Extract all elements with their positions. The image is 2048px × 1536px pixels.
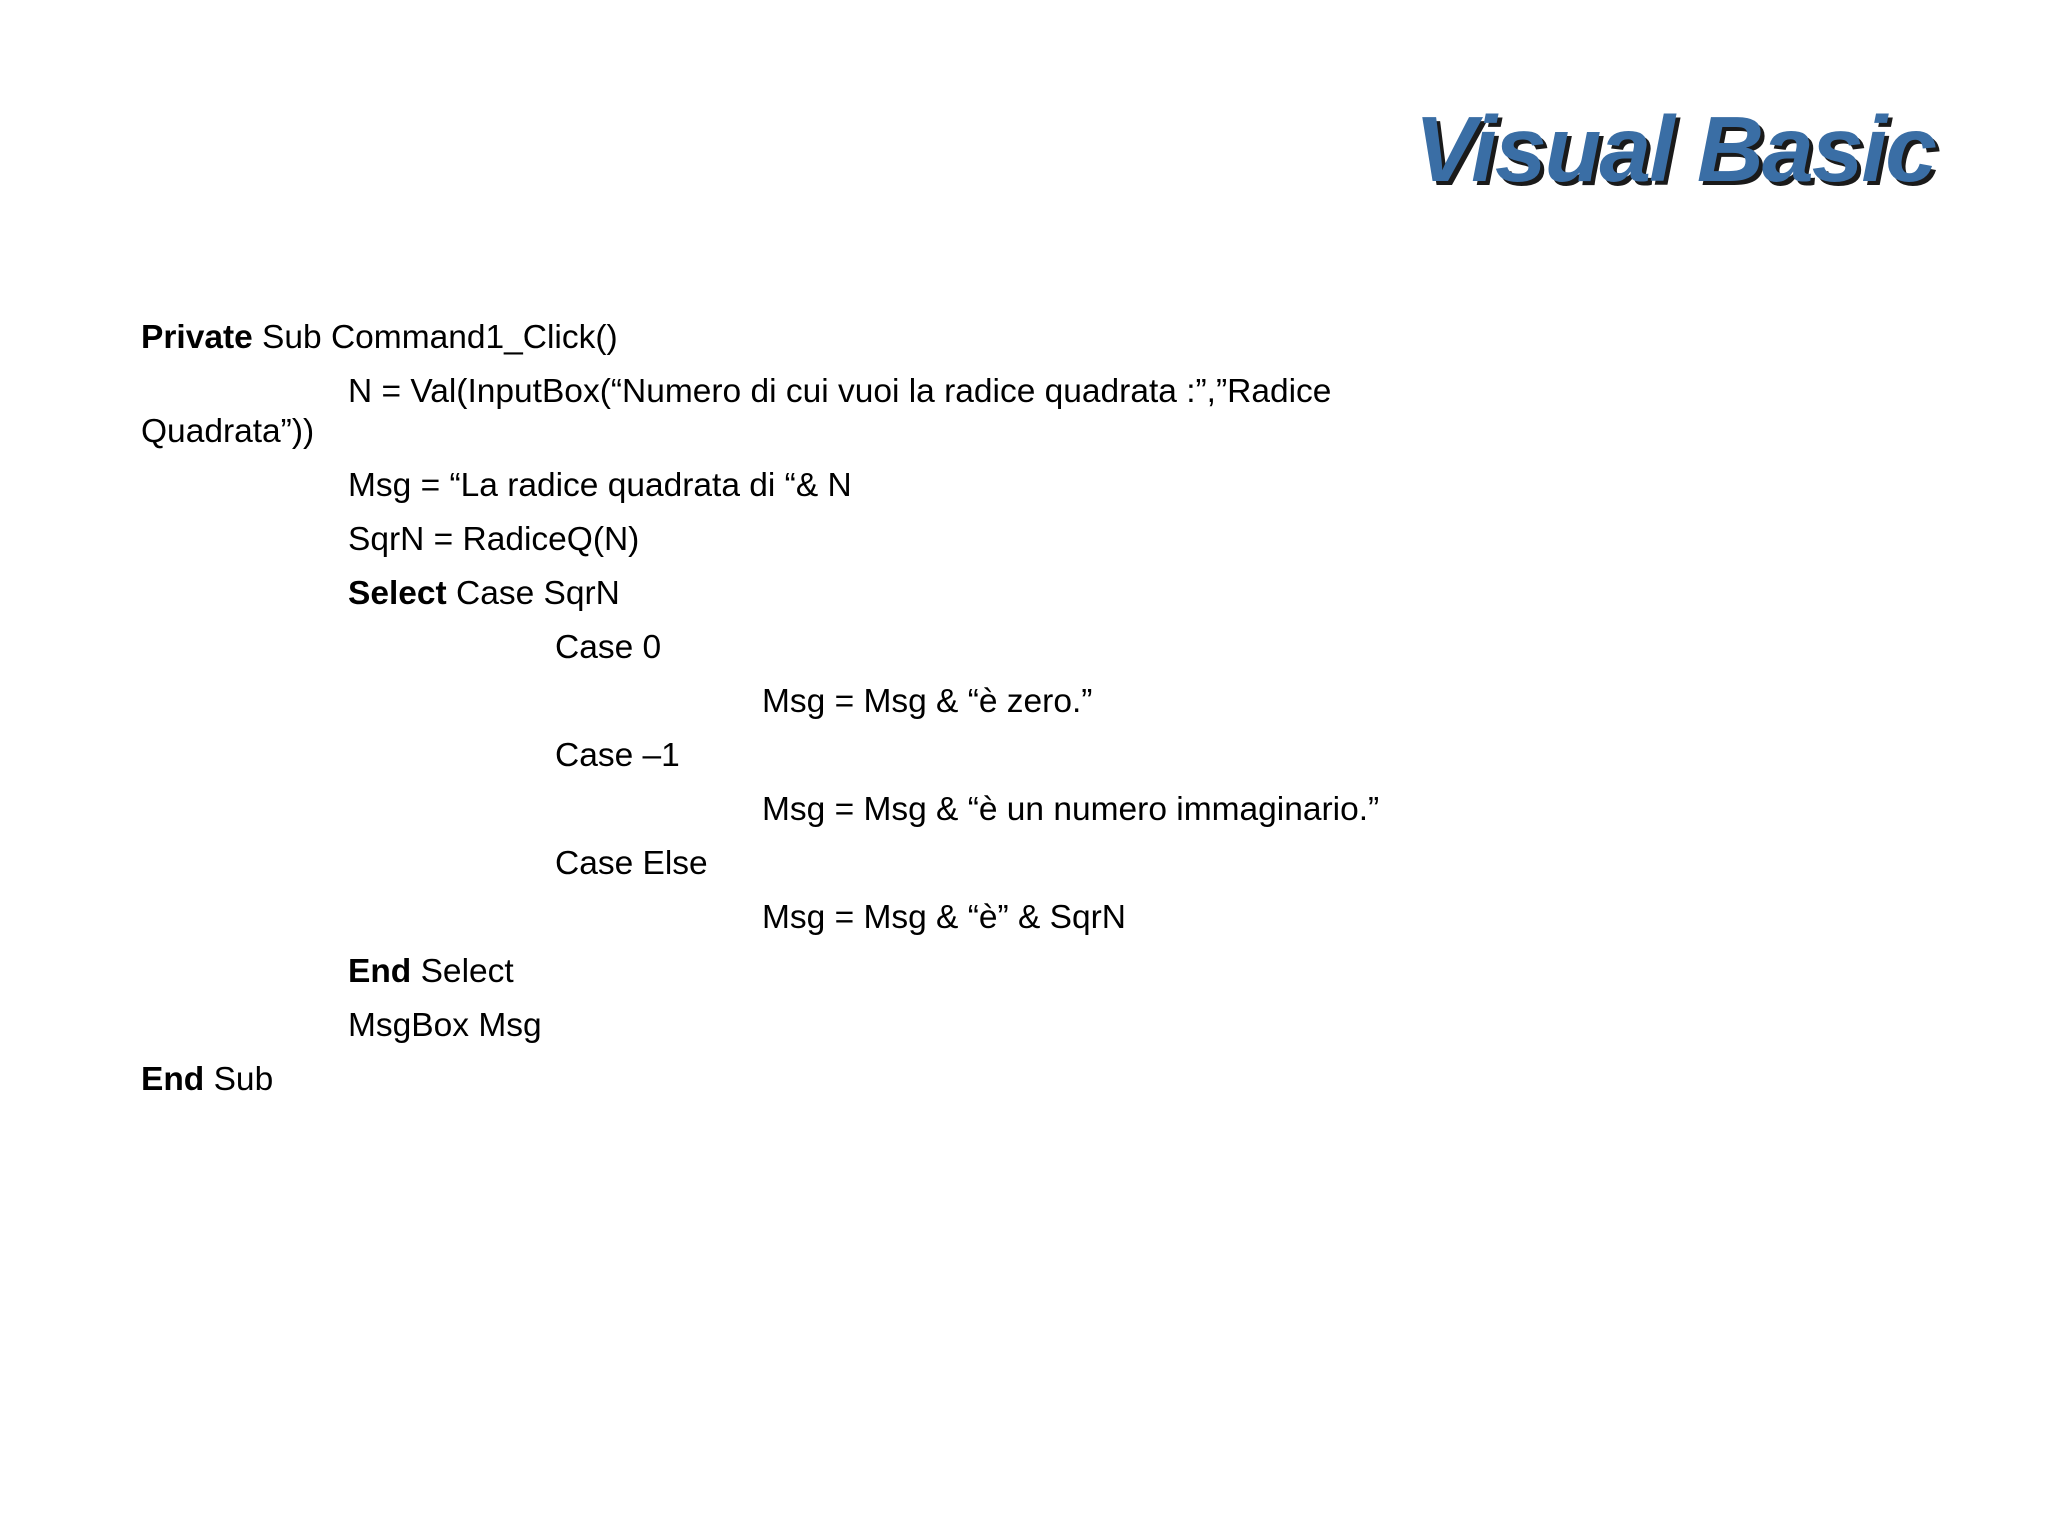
code-line-case-neg1: Case –1 (555, 737, 680, 774)
code-line-sub-start (141, 318, 1591, 358)
code-text: Sub (204, 1061, 274, 1098)
slide-title: Visual Basic (1414, 97, 1935, 201)
code-line-end-select (141, 952, 1591, 992)
code-text-continued: Quadrata”)) (141, 413, 315, 450)
code-line-msg-else: Msg = Msg & “è” & SqrN (762, 899, 1126, 936)
code-line-inputbox (141, 372, 1591, 452)
code-text: N = Val(InputBox(“Numero di cui vuoi la radice quadrata :”,”Radice (348, 373, 1332, 410)
code-text: Select (411, 953, 514, 990)
code-line-msg-imaginary: Msg = Msg & “è un numero immaginario.” (762, 791, 1380, 828)
keyword: Select (348, 575, 447, 612)
code-line-msg-zero: Msg = Msg & “è zero.” (762, 683, 1093, 720)
code-line-case-0: Case 0 (555, 629, 662, 666)
code-line-msgbox: MsgBox Msg (348, 1007, 542, 1044)
code-text: Sub Command1_Click() (252, 319, 618, 356)
code-line-end-sub (141, 1060, 1591, 1100)
code-block (141, 318, 1591, 1114)
keyword: Private (141, 319, 253, 356)
keyword: End (348, 953, 412, 990)
code-text: Case SqrN (446, 575, 620, 612)
keyword: End (141, 1061, 205, 1098)
code-line-msg-init: Msg = “La radice quadrata di “& N (348, 467, 852, 504)
code-line-select (141, 574, 1591, 614)
code-line-sqrn: SqrN = RadiceQ(N) (348, 521, 640, 558)
code-line-case-else: Case Else (555, 845, 708, 882)
